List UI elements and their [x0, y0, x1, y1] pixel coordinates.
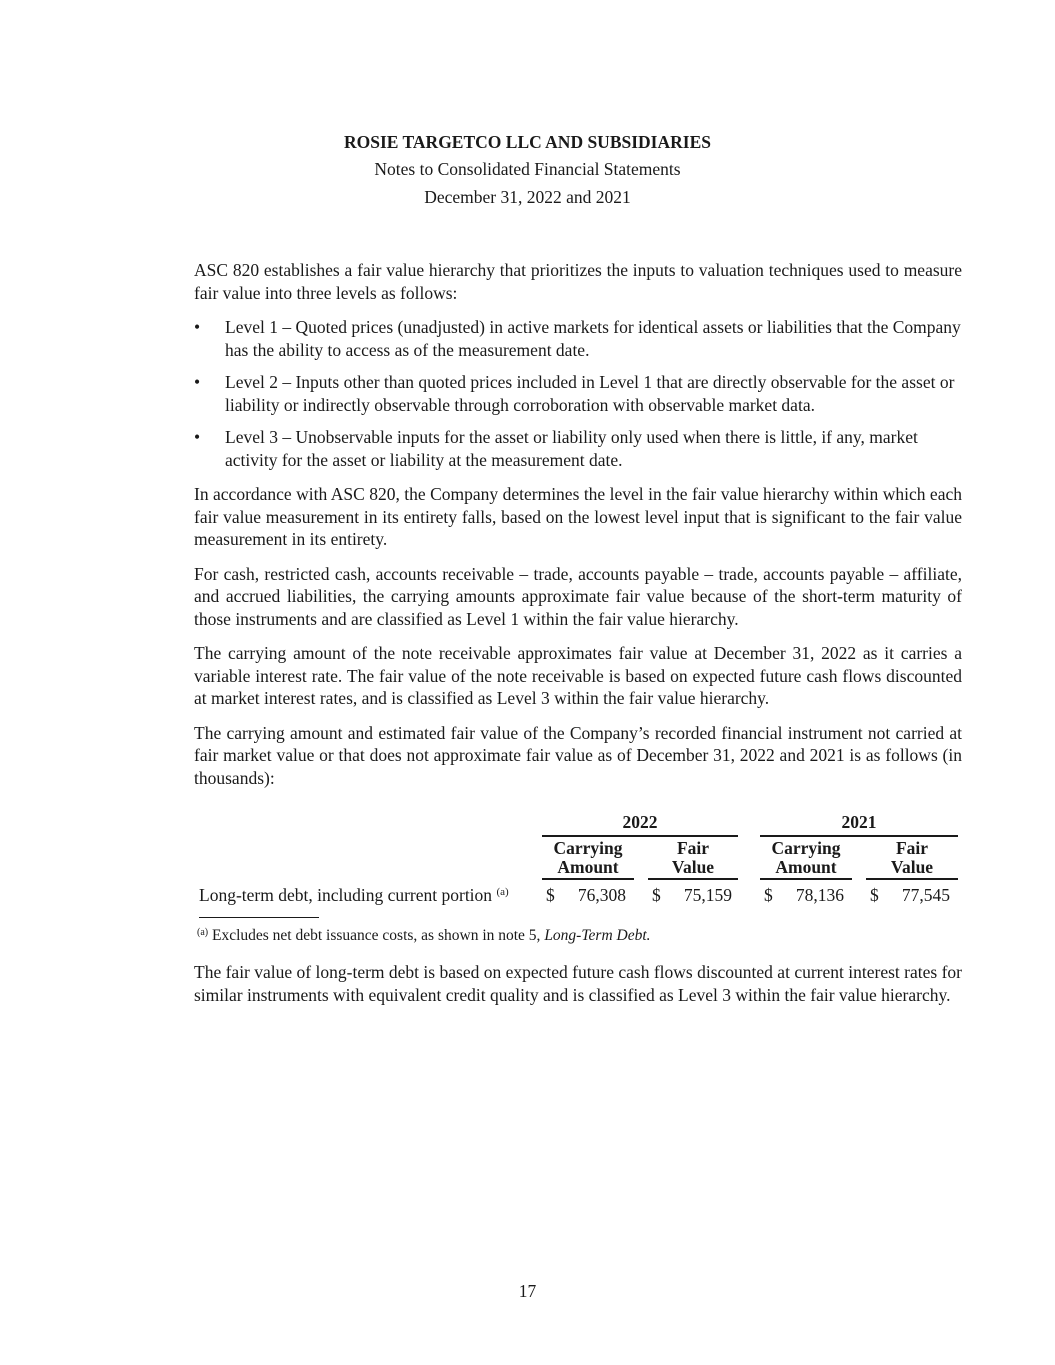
amount: 77,545	[901, 885, 950, 905]
currency-symbol: $	[764, 885, 773, 905]
bullet-icon: •	[194, 372, 201, 392]
list-item-level-3	[194, 426, 962, 471]
column-header-line: Carrying	[771, 838, 841, 858]
level-1-instruments-paragraph: For cash, restricted cash, accounts receivable – trade, accounts payable – trade, accounts payable – affiliate, and accrued liabilities, the carrying amounts approximate fair value because of the short-term maturity of those instruments and are classified as Level 1 within the fair value hierarchy.	[194, 563, 962, 629]
amount: 75,159	[683, 885, 732, 905]
column-header-line: Amount	[775, 857, 837, 877]
note-receivable-paragraph: The carrying amount of the note receivable approximates fair value at December 31, 2022 as it carries a variable interest rate. The fair value of the note receivable is based on expected future cash flows discounted at market interest rates, and is classified as Level 3 within the fair value hierarchy.	[194, 643, 962, 708]
hierarchy-determination-paragraph: In accordance with ASC 820, the Company determines the level in the fair value hierarchy within which each fair value measurement in its entirety falls, based on the lowest level input that is significant to the fair value measurement in its entirety.	[194, 484, 962, 549]
company-name: ROSIE TARGETCO LLC AND SUBSIDIARIES	[344, 132, 711, 152]
level-2-text: Level 2 – Inputs other than quoted prices included in Level 1 that are directly observable for the asset or liability or indirectly observable through corroboration with observable market data.	[225, 372, 955, 415]
column-header-line: Fair	[676, 838, 710, 858]
column-header-line: Fair	[895, 838, 929, 858]
year-header-2021: 2021	[760, 811, 958, 837]
column-header-carrying-2022	[542, 839, 634, 880]
page-number: 17	[518, 1281, 537, 1301]
amount: 78,136	[795, 885, 844, 905]
column-header-fair-2021	[866, 839, 958, 880]
footnote-divider	[199, 917, 319, 918]
currency-symbol: $	[870, 885, 879, 905]
column-header-line: Amount	[557, 857, 619, 877]
footnote-marker: (a)	[496, 886, 509, 898]
footnote-text: Excludes net debt issuance costs, as shown in note 5,	[208, 927, 545, 944]
document-title: Notes to Consolidated Financial Statements	[374, 159, 681, 179]
amount: 76,308	[577, 885, 626, 905]
table-footnote	[197, 925, 651, 948]
column-header-line: Carrying	[553, 838, 623, 858]
bullet-icon: •	[194, 427, 201, 447]
bullet-icon: •	[194, 317, 201, 337]
row-label-text: Long-term debt, including current portion	[199, 885, 493, 905]
document-body	[194, 259, 962, 1018]
currency-symbol: $	[546, 885, 555, 905]
list-item-level-1	[194, 316, 962, 361]
table-row-label	[199, 884, 509, 907]
list-item-level-2	[194, 371, 962, 416]
column-header-line: Value	[671, 857, 715, 877]
footnote-note-reference: Long-Term Debt.	[544, 927, 651, 944]
year-header-2022: 2022	[542, 811, 738, 837]
column-header-carrying-2021	[760, 839, 852, 880]
currency-symbol: $	[652, 885, 661, 905]
level-3-text: Level 3 – Unobservable inputs for the asset or liability only used when there is little, if any, market activity for the asset or liability at the measurement date.	[225, 427, 918, 470]
fair-value-table	[194, 811, 962, 944]
fair-value-levels-list	[194, 316, 962, 471]
long-term-debt-paragraph: The fair value of long-term debt is based on expected future cash flows discounted at current interest rates for similar instruments with equivalent credit quality and is classified as Level 3 within the fair value hierarchy.	[194, 962, 962, 1005]
level-1-text: Level 1 – Quoted prices (unadjusted) in active markets for identical assets or liabilities that the Company has the ability to access as of the measurement date.	[225, 317, 961, 360]
column-header-line: Value	[890, 857, 934, 877]
intro-paragraph: ASC 820 establishes a fair value hierarchy that prioritizes the inputs to valuation techniques used to measure fair value into three levels as follows:	[194, 260, 962, 303]
table-intro-paragraph: The carrying amount and estimated fair value of the Company’s recorded financial instrument not carried at fair market value or that does not approximate fair value as of December 31, 2022 and 2021 is as follows (in thousands):	[194, 722, 962, 788]
document-header	[0, 129, 1055, 211]
reporting-period: December 31, 2022 and 2021	[424, 187, 631, 207]
column-header-fair-2022	[648, 839, 738, 880]
footnote-marker: (a)	[197, 927, 209, 938]
